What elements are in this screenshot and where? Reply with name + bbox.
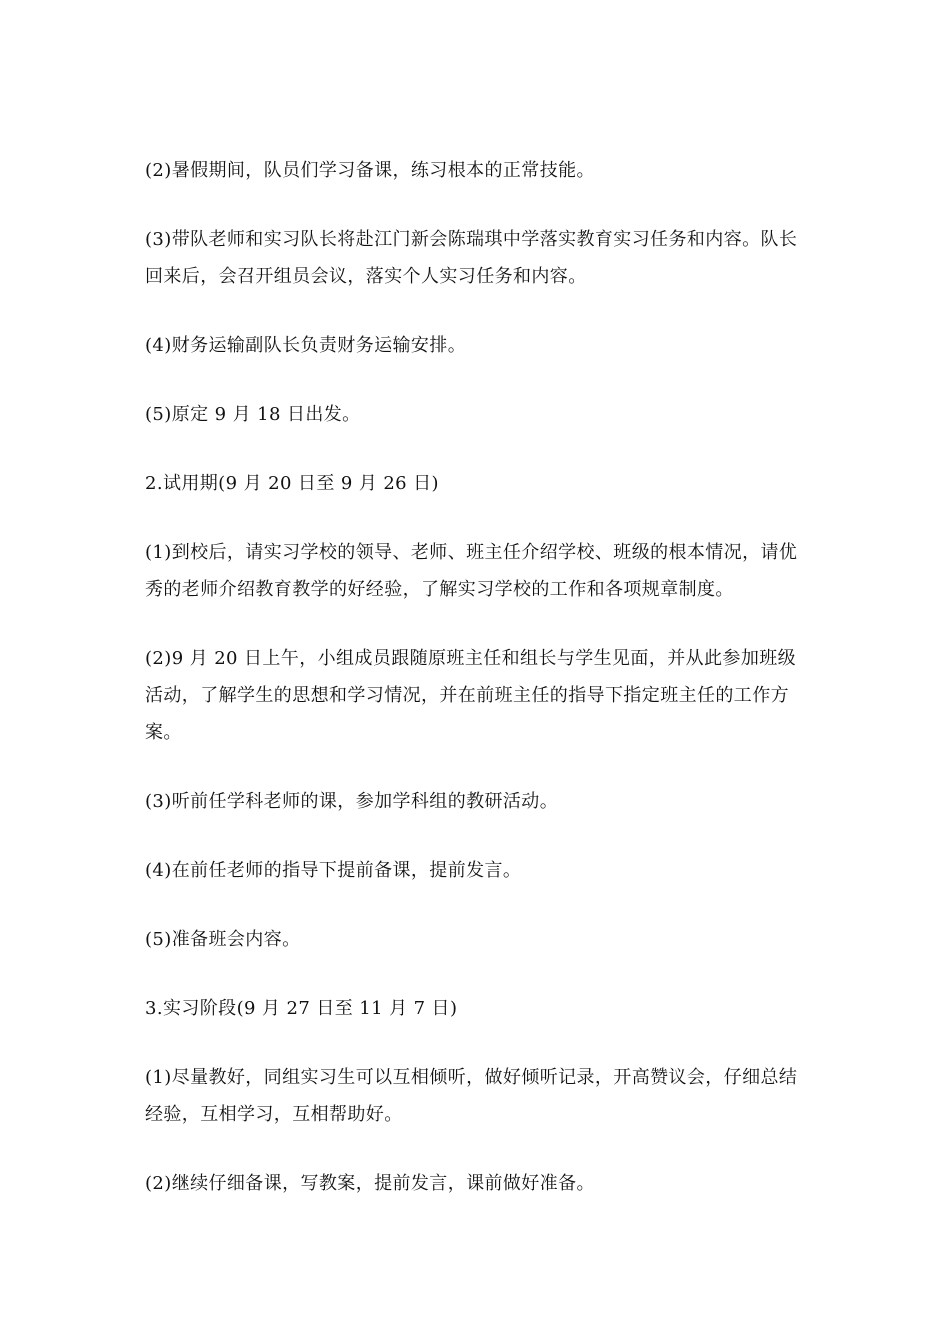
paragraph: (4)在前任老师的指导下提前备课，提前发言。 bbox=[145, 860, 522, 881]
section-heading: 3.实习阶段(9 月 27 日至 11 月 7 日) bbox=[145, 998, 458, 1019]
section-heading: 2.试用期(9 月 20 日至 9 月 26 日) bbox=[145, 473, 439, 494]
paragraph: (3)带队老师和实习队长将赴江门新会陈瑞琪中学落实教育实习任务和内容。队长回来后，会召开组员会议，落实个人实习任务和内容。 bbox=[145, 229, 798, 287]
paragraph: (3)听前任学科老师的课，参加学科组的教研活动。 bbox=[145, 791, 559, 812]
paragraph: (5)准备班会内容。 bbox=[145, 929, 301, 950]
paragraph: (4)财务运输副队长负责财务运输安排。 bbox=[145, 335, 467, 356]
paragraph: (1)尽量教好，同组实习生可以互相倾听，做好倾听记录，开高赞议会，仔细总结经验，互相学习，互相帮助好。 bbox=[145, 1067, 798, 1125]
paragraph: (2)继续仔细备课，写教案，提前发言，课前做好准备。 bbox=[145, 1173, 595, 1194]
document-body bbox=[145, 152, 807, 1202]
paragraph: (1)到校后，请实习学校的领导、老师、班主任介绍学校、班级的根本情况，请优秀的老师介绍教育教学的好经验，了解实习学校的工作和各项规章制度。 bbox=[145, 542, 798, 600]
paragraph: (2)9 月 20 日上午，小组成员跟随原班主任和组长与学生见面，并从此参加班级活动，了解学生的思想和学习情况，并在前班主任的指导下指定班主任的工作方案。 bbox=[145, 648, 797, 743]
paragraph: (2)暑假期间，队员们学习备课，练习根本的正常技能。 bbox=[145, 160, 595, 181]
paragraph: (5)原定 9 月 18 日出发。 bbox=[145, 404, 361, 425]
